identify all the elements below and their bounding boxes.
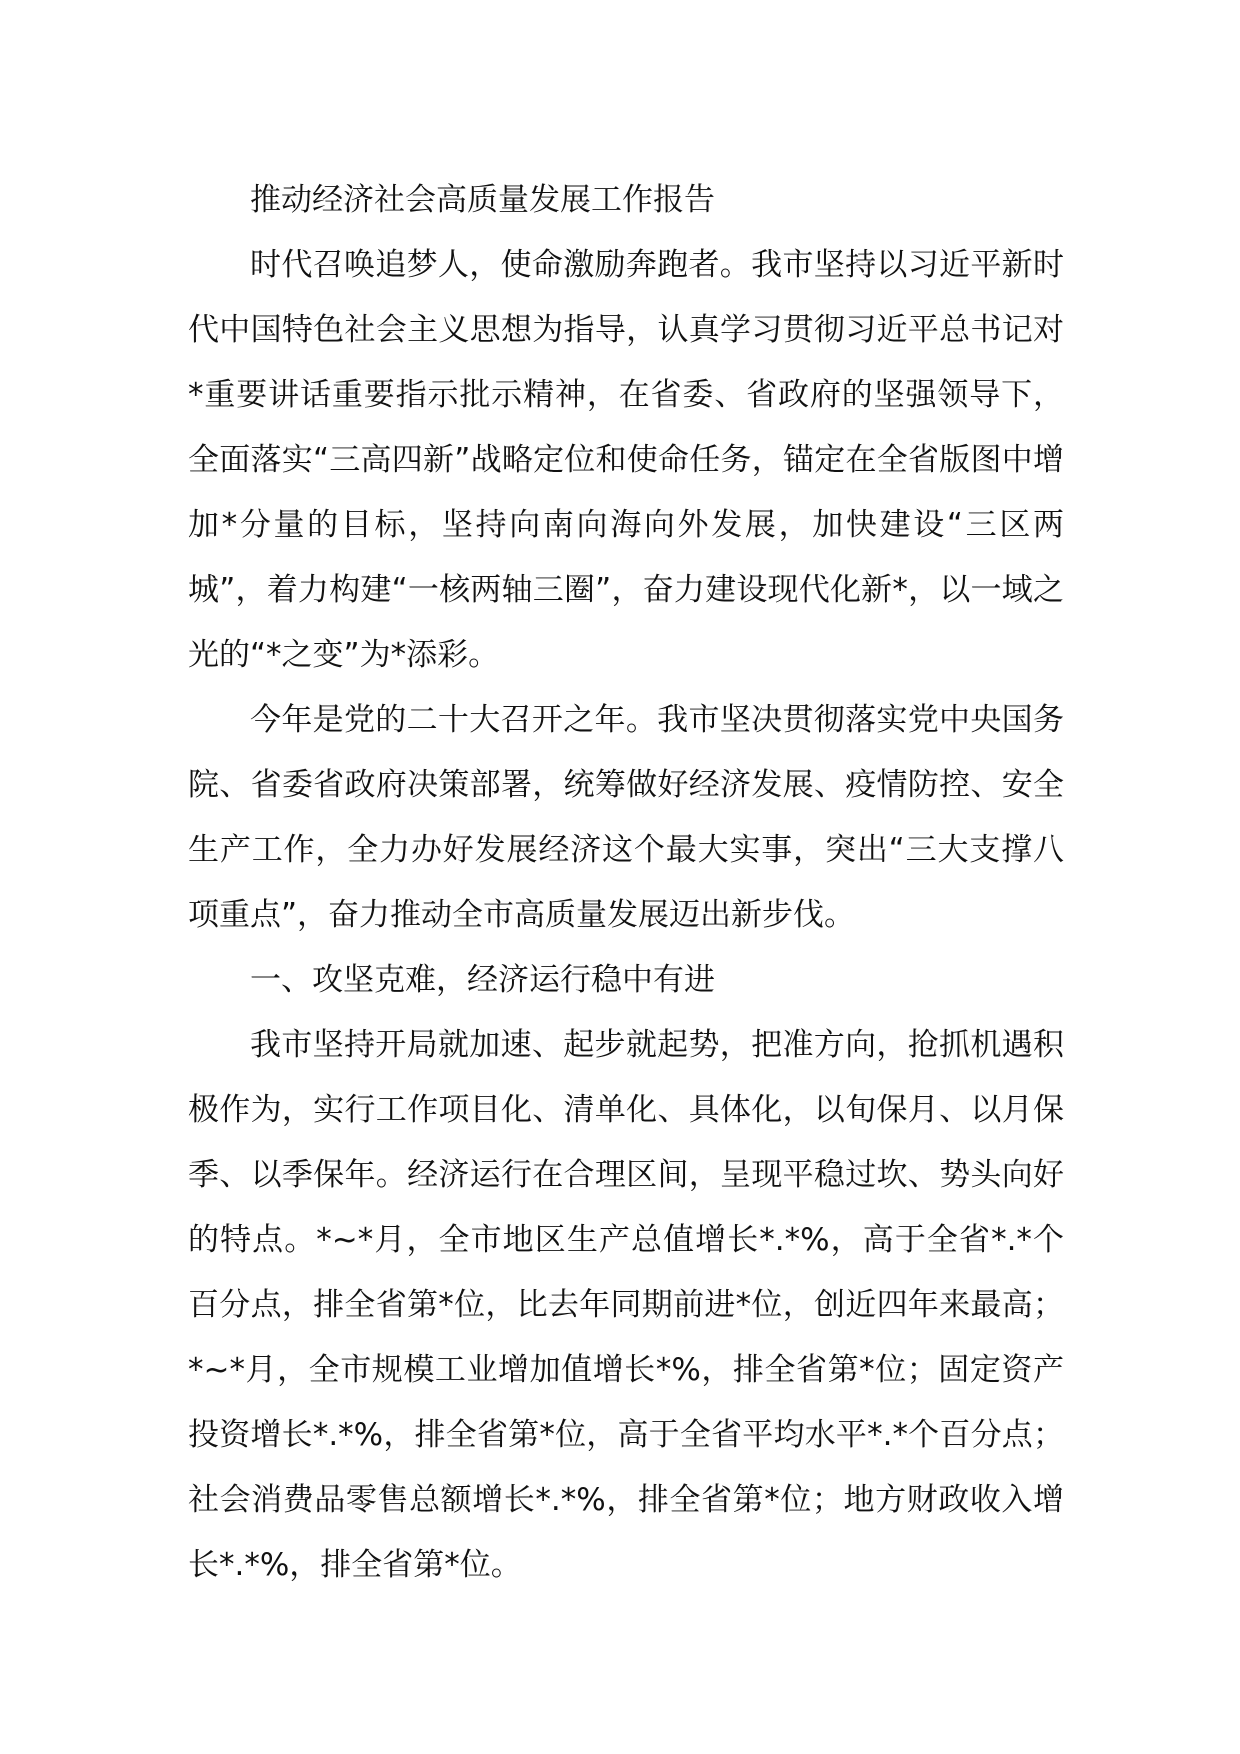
document-body	[188, 168, 1064, 1598]
section-heading: 一、攻坚克难，经济运行稳中有进	[250, 962, 715, 998]
paragraph-intro: 时代召唤追梦人，使命激励奔跑者。我市坚持以习近平新时代中国特色社会主义思想为指导，认真学习贯彻习近平总书记对*重要讲话重要指示批示精神，在省委、省政府的坚强领导下，全面落实“三高四新”战略定位和使命任务，锚定在全省版图中增加*分量的目标，坚持向南向海向外发展，加快建设“三区两城”，着力构建“一核两轴三圈”，奋力建设现代化新*，以一域之光的“*之变”为*添彩。	[188, 247, 1064, 673]
document-title: 推动经济社会高质量发展工作报告	[250, 182, 715, 218]
paragraph-year-overview: 今年是党的二十大召开之年。我市坚决贯彻落实党中央国务院、省委省政府决策部署，统筹做好经济发展、疫情防控、安全生产工作，全力办好发展经济这个最大实事，突出“三大支撑八项重点”，奋力推动全市高质量发展迈出新步伐。	[188, 702, 1064, 933]
paragraph-economic-data: 我市坚持开局就加速、起步就起势，把准方向，抢抓机遇积极作为，实行工作项目化、清单化、具体化，以旬保月、以月保季、以季保年。经济运行在合理区间，呈现平稳过坎、势头向好的特点。*~*月，全市地区生产总值增长*.*%，高于全省*.*个百分点，排全省第*位，比去年同期前进*位，创近四年来最高；*~*月，全市规模工业增加值增长*%，排全省第*位；固定资产投资增长*.*%，排全省第*位，高于全省平均水平*.*个百分点；社会消费品零售总额增长*.*%，排全省第*位；地方财政收入增长*.*%，排全省第*位。	[188, 1027, 1064, 1583]
